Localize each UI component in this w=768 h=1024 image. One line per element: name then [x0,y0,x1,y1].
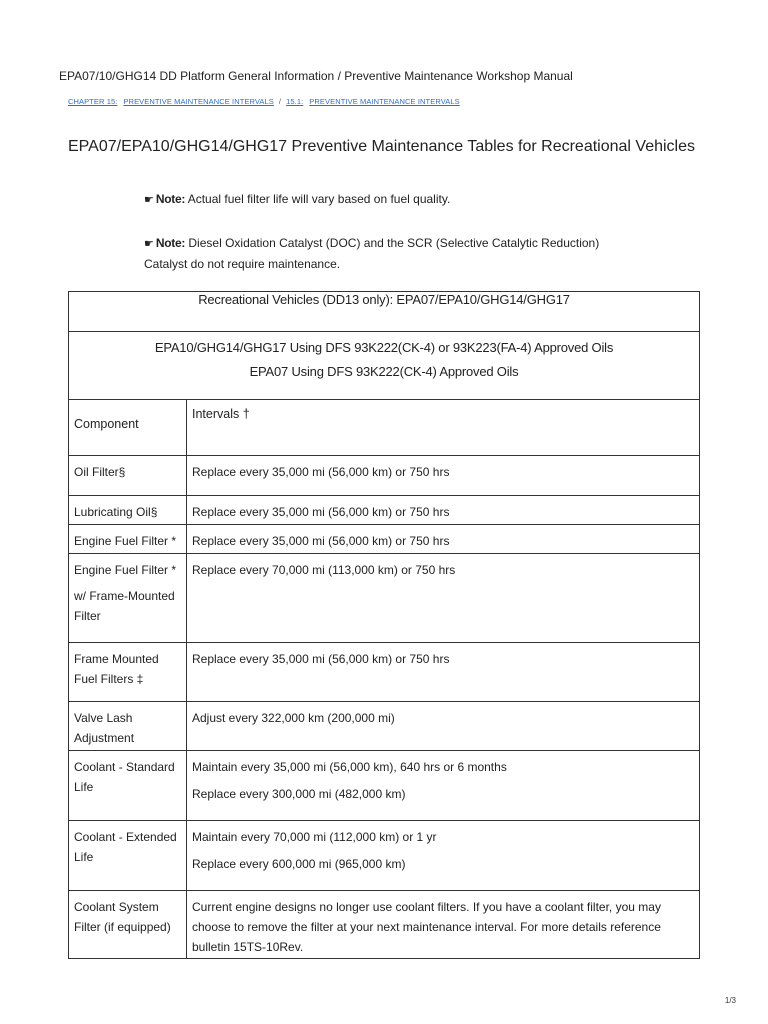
table-title: Recreational Vehicles (DD13 only): EPA07/EPA10/GHG14/GHG17 [69,292,700,332]
note-label: Note: [155,192,186,206]
note-text: Diesel Oxidation Catalyst (DOC) and the SCR (Selective Catalytic Reduction) Catalyst do not require maintenance. [144,236,600,271]
note-catalyst [144,233,644,274]
table-oils-cell [69,332,700,400]
pointing-hand-icon: ☛ [144,238,154,250]
interval-cell: Replace every 35,000 mi (56,000 km) or 750 hrs [192,465,450,479]
column-header-component: Component [69,400,187,456]
component-cell: Valve Lash Adjustment [74,711,135,745]
interval-cell: Maintain every 35,000 mi (56,000 km), 640 hrs or 6 months [192,760,507,774]
component-cell: Coolant System Filter (if equipped) [74,900,171,934]
table-row [69,525,700,554]
table-row [69,643,700,702]
interval-cell: Replace every 35,000 mi (56,000 km) or 750 hrs [192,652,450,666]
interval-extra: Replace every 600,000 mi (965,000 km) [192,857,406,871]
breadcrumb-chapter-number: CHAPTER 15: [68,97,118,106]
note-fuel-filter [144,189,644,210]
interval-cell: Maintain every 70,000 mi (112,000 km) or 1 yr [192,830,437,844]
component-cell: Coolant - Extended Life [74,830,177,864]
document-header-title: EPA07/10/GHG14 DD Platform General Information / Preventive Maintenance Workshop Manual [59,69,573,83]
breadcrumb-chapter-name: PREVENTIVE MAINTENANCE INTERVALS [123,97,274,106]
breadcrumb-section-name: PREVENTIVE MAINTENANCE INTERVALS [309,97,460,106]
page-title: EPA07/EPA10/GHG14/GHG17 Preventive Maintenance Tables for Recreational Vehicles [68,138,696,155]
interval-cell: Replace every 70,000 mi (113,000 km) or 750 hrs [192,563,456,577]
breadcrumb-chapter-link[interactable] [68,97,274,106]
column-header-row [69,400,700,456]
component-cell: Frame Mounted Fuel Filters ‡ [74,652,159,686]
table-row [69,891,700,959]
component-cell: Lubricating Oil§ [74,505,158,519]
interval-cell: Adjust every 322,000 km (200,000 mi) [192,711,395,725]
table-row [69,456,700,496]
interval-cell: Replace every 35,000 mi (56,000 km) or 750 hrs [192,505,450,519]
component-cell: Engine Fuel Filter * [74,563,177,577]
breadcrumb-separator: / [278,97,282,106]
interval-cell: Replace every 35,000 mi (56,000 km) or 750 hrs [192,534,450,548]
component-cell: Oil Filter§ [74,465,126,479]
component-cell: Engine Fuel Filter * [74,534,177,548]
maintenance-table [68,291,700,959]
column-header-intervals: Intervals † [187,400,700,456]
table-row [69,751,700,821]
table-row [69,554,700,643]
pointing-hand-icon: ☛ [144,194,154,206]
component-cell: Coolant - Standard Life [74,760,175,794]
table-row [69,821,700,891]
component-extra: w/ Frame-Mounted Filter [74,589,175,623]
breadcrumb [68,97,460,106]
table-row [69,702,700,751]
table-row [69,496,700,525]
table-title-row [69,292,700,332]
breadcrumb-section-number: 15.1: [286,97,304,106]
interval-cell: Current engine designs no longer use coolant filters. If you have a coolant filter, you may choose to remove the filter at your next maintenance interval. For more details reference bulletin 15TS-10Rev. [192,900,661,954]
breadcrumb-section-link[interactable] [286,97,460,106]
oils-line-epa07: EPA07 Using DFS 93K222(CK-4) Approved Oils [249,364,519,379]
note-text: Actual fuel filter life will vary based on fuel quality. [187,192,451,206]
page-number: 1/3 [724,996,736,1005]
note-label: Note: [155,236,186,250]
interval-extra: Replace every 300,000 mi (482,000 km) [192,787,406,801]
table-oils-row [69,332,700,400]
oils-line-epa10: EPA10/GHG14/GHG17 Using DFS 93K222(CK-4) or 93K223(FA-4) Approved Oils [154,340,614,355]
